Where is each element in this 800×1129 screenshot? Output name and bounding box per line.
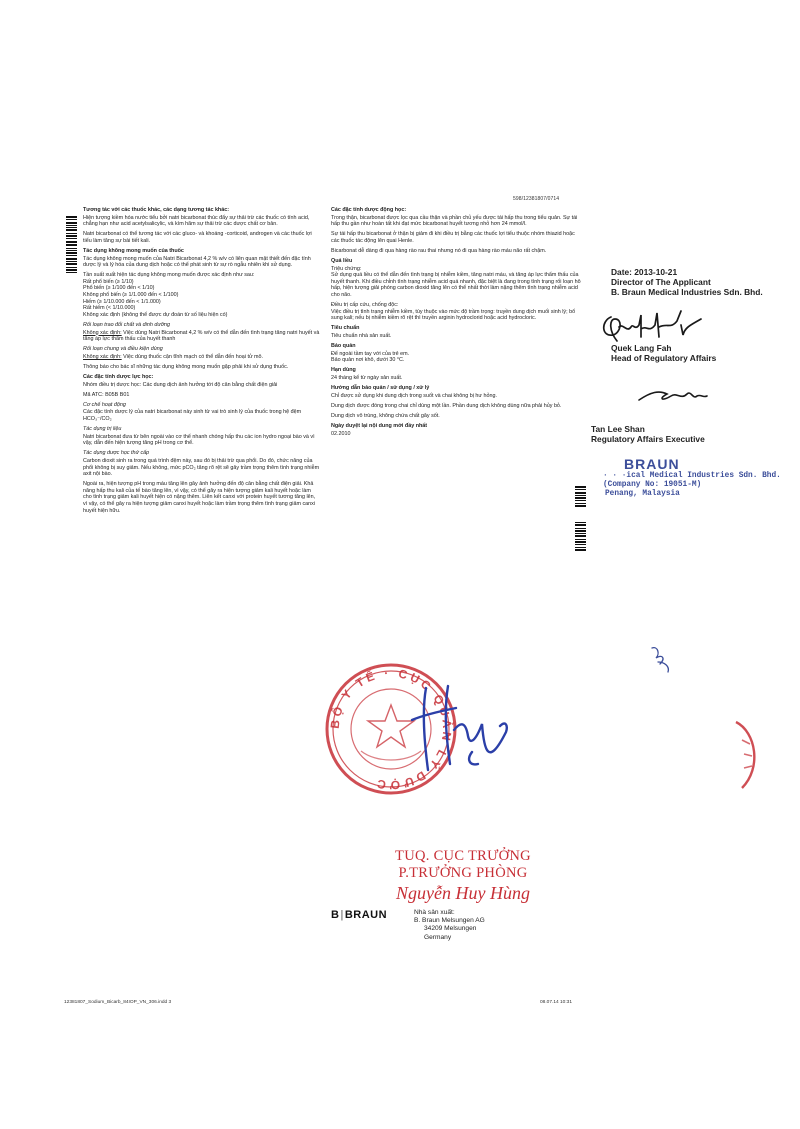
manufacturer-name: B. Braun Melsungen AG	[414, 917, 485, 925]
paragraph: Để ngoài tầm tay với của trẻ em.	[331, 350, 410, 357]
subsection-heading: Tác dụng trị liệu	[83, 426, 122, 433]
paragraph: Tần suất xuất hiện tác dụng không mong muốn được xác định như sau:	[83, 272, 255, 279]
frequency-list	[83, 279, 320, 319]
paragraph: Ngoài ra, hiện tượng pH trong máu tăng lên gây ảnh hưởng đến độ cân bằng chất điện giải. Khả năng hấp thu kali của tế bào tăng lên, vì vậy, có thể gây ra hiện tượng giảm kali huyết hoặc làm cho tình trạng giảm kali huyết hiện có nặng thêm. Liên kết canxi với protein huyết tương tăng lên, vì vậy, có thể gây ra hiện tượng giảm canxi huyết hoặc làm trầm trọng thêm tình trạng giảm canxi huyết hiện hữu.	[83, 481, 316, 514]
pharmacode-barcode-right-top	[575, 486, 586, 508]
label: Không xác định:	[83, 329, 122, 336]
signatory-name: Quek Lang Fah	[611, 343, 672, 353]
list-item: Rất phổ biến (≥ 1/10)	[83, 278, 134, 285]
paragraph: 24 tháng kể từ ngày sản xuất.	[331, 374, 403, 381]
section-heading: Ngày duyệt lại nội dung mới đầy nhất	[331, 422, 428, 429]
initials-mark	[648, 644, 676, 674]
paragraph: Dung dịch vô trùng, không chứa chất gây sốt.	[331, 412, 440, 419]
paragraph: Nhóm điều trị dược học: Các dung dịch ảnh hưởng tới độ cân bằng chất điện giải	[83, 381, 278, 388]
official-name: Nguyễn Huy Hùng	[396, 883, 530, 903]
leaflet-right-column	[331, 207, 581, 441]
official-title-1: TUQ. CỤC TRƯỞNG	[395, 848, 531, 864]
paragraph: Việc điều trị tình trạng nhiễm kiềm, tùy thuộc vào mức độ trầm trọng: truyền dung dịch muối sinh lý; bổ sung kali; nếu bị nhiễm kiềm rõ rệt thì truyền arginin hydroclorid hoặc acid hydrocloric.	[331, 308, 576, 322]
section-heading: Tương tác với các thuốc khác, các dạng tương tác khác:	[83, 207, 230, 213]
official-approval-block	[363, 848, 563, 904]
list-item: Phổ biến (≥ 1/100 đến < 1/10)	[83, 285, 155, 292]
paragraph: Các đặc tính dược lý của natri bicarbonat này sinh từ vai trò sinh lý của thuốc trong hệ đệm HCO₃⁻/CO₂	[83, 409, 302, 422]
paragraph: Tiêu chuẩn nhà sản xuất.	[331, 333, 392, 339]
pharmacode-barcode-top	[66, 216, 77, 244]
list-item: Rất hiếm (< 1/10.000)	[83, 305, 136, 312]
signatory-title: Regulatory Affairs Executive	[591, 434, 705, 444]
print-file-name: 12381807_Sodium_Bicarb_84IOP_VN_306.indd 3	[64, 1000, 172, 1005]
paragraph: Dung dịch được đóng trong chai chỉ dùng một lần. Phần dung dịch không dùng nữa phải hủy bỏ.	[331, 402, 562, 409]
list-item: Không xác định (không thể được dự đoán từ số liệu hiện có)	[83, 311, 228, 318]
approver-signature	[396, 680, 526, 780]
logo-b: B	[331, 909, 340, 921]
paragraph: Sử dụng quá liều có thể dẫn đến tình trạng bị nhiễm kiềm, tăng natri máu, và tăng áp lực thẩm thấu của huyết thanh. Khi điều chỉnh tình trạng nhiễm acid quá nhanh, đặc biệt là đang trong tình trạng rối loạn hô hấp, hiện tượng giải phóng carbon dioxid tăng lên có thể nhất thời làm nặng thêm tình trạng nhiễm acid cho não.	[331, 272, 581, 299]
paragraph: Carbon dioxit sinh ra trong quá trình đệm này, sau đó bị thải trừ qua phổi. Do đó, chức năng của phổi không bị suy giảm. Nếu không, mức pCO₂ tăng rõ rệt sẽ gây trầm trọng thêm tình trạng nhiễm axit nội bào.	[83, 457, 320, 478]
list-item: Hiếm (≥ 1/10.000 đến < 1/1.000)	[83, 298, 161, 305]
logo-braun: BRAUN	[344, 909, 388, 921]
signatory-title: Head of Regulatory Affairs	[611, 353, 717, 363]
text: Việc dùng thuốc cận tĩnh mạch có thể dẫn đến hoại tử mô.	[121, 353, 264, 360]
paragraph: 02.2010	[331, 430, 351, 437]
manufacturer-country: Germany	[424, 933, 452, 941]
list-item: Không phổ biến (≥ 1/1.000 đến < 1/100)	[83, 292, 179, 299]
section-heading: Bảo quản	[331, 343, 356, 350]
paragraph: Natri bicarbonat có thể tương tác với các gluco- và khoáng -corticoid, androgen và các thuốc lợi tiểu làm tăng sự bài tiết kali.	[83, 231, 312, 244]
paragraph: Hiện tượng kiềm hóa nước tiểu bởi natri bicarbonat thúc đẩy sự thải trừ các thuốc có tính acid, chẳng hạn như acid acetylsalicylic, và kìm hãm sự thải trừ các dược chất cơ bản.	[83, 214, 310, 228]
paragraph: Chỉ được sử dụng khi dung dịch trong suốt và chai không bị hư hỏng.	[331, 392, 497, 399]
section-heading: Quá liều	[331, 258, 353, 265]
paragraph: Trong thận, bicarbonat được lọc qua cầu thận và phần chủ yếu được tái hấp thu trong tiểu quản. Sự tái hấp thu gần như hoàn tất khi đạt mức bicarbonat huyết tương nhỏ hơn 24 mmol/l.	[331, 214, 578, 228]
approval-date: Date: 2013-10-21	[611, 267, 678, 277]
pharmacode-barcode-right-bottom	[575, 522, 586, 552]
subsection-heading: Rối loạn chung và điều kiện dùng	[83, 346, 163, 353]
handwritten-signature-2	[637, 386, 709, 410]
stamp-brand: BRAUN	[624, 456, 680, 472]
regulatory-head-block	[611, 343, 716, 363]
paragraph	[83, 330, 320, 343]
stamp-line: · · ·ical Medical Industries Sdn. Bhd.	[603, 472, 781, 480]
paragraph: Tác dụng không mong muốn của Natri Bicarbonat 4,2 % w/v có liên quan mật thiết đến đặc tính dược lý và lý hóa của dung dịch hoặc có thể phát sinh từ sự rò ngẫu nhiên khi sử dụng.	[83, 255, 311, 269]
paragraph: Natri bicarbonat đưa từ bên ngoài vào cơ thể nhanh chóng hấp thu các ion hydro ngoại bào và vì vậy, dẫn đến hiện tượng tăng pH trong cơ thể.	[83, 433, 315, 447]
print-timestamp: 08.07.14 10:31	[540, 1000, 573, 1005]
pharmacode-barcode-middle	[66, 242, 77, 275]
manufacturer-city: 34209 Melsungen	[424, 925, 477, 933]
subsection-heading: Triệu chứng:	[331, 265, 362, 272]
section-heading: Các đặc tính dược động học:	[331, 207, 407, 213]
bbraun-logo: B|BRAUN	[331, 909, 388, 921]
signatory-name: Tan Lee Shan	[591, 424, 645, 434]
applicant-company: B. Braun Medical Industries Sdn. Bhd.	[611, 287, 763, 297]
subsection-heading: Tác dụng dược học thứ cấp	[83, 450, 150, 457]
official-title-2: P.TRƯỞNG PHÒNG	[398, 865, 528, 881]
paragraph: Sự tái hấp thu bicarbonat ở thận bị giảm đi khi điều trị bằng các thuốc lợi tiểu thuộc nhóm thiazid hoặc các thuốc tác động lên quai Henle.	[331, 231, 575, 244]
applicant-role: Director of The Applicant	[611, 277, 711, 287]
stamp-line: (Company No: 19051-M)	[603, 481, 702, 489]
section-heading: Các đặc tính dược lực học:	[83, 373, 154, 380]
section-heading: Hạn dùng	[331, 367, 356, 374]
subsection-heading: Rối loạn trao đổi chất và dinh dưỡng	[83, 321, 170, 328]
company-stamp	[603, 456, 781, 499]
section-heading: Tiêu chuẩn	[331, 325, 360, 332]
subsection-heading: Cơ chế hoạt động	[83, 401, 126, 408]
paragraph: Bảo quản nơi khô, dưới 30 °C.	[331, 357, 405, 364]
regulatory-executive-block	[591, 424, 705, 444]
paragraph: Bicarbonat dễ dàng đi qua hàng rào rau thai nhưng nó đi qua hàng rào máu não rất chậm.	[331, 247, 547, 254]
section-heading: Tác dụng không mong muốn của thuốc	[83, 247, 184, 254]
seal-text: BỘ Y TẾ · CỤC QUẢN LÝ DƯỢC	[327, 665, 455, 793]
partial-seal-right	[734, 718, 764, 790]
applicant-block	[611, 267, 763, 297]
paragraph: Thông báo cho bác sĩ những tác dụng không mong muốn gặp phải khi sử dụng thuốc.	[83, 363, 289, 370]
document-code: 598/12381807/0714	[513, 196, 560, 202]
paragraph: Mã ATC: B05B B01	[83, 391, 130, 398]
section-heading: Hướng dẫn bảo quản / sử dụng / xử lý	[331, 385, 430, 392]
label: Không xác định:	[83, 353, 122, 360]
paragraph	[83, 354, 320, 361]
leaflet-left-column	[83, 207, 320, 518]
text: Việc dùng Natri Bicarbonat 4,2 % w/v có thể dẫn đến tình trạng tăng natri huyết và tăng áp lực thẩm thấu của huyết thanh	[83, 329, 320, 343]
manufacturer-label: Nhà sản xuất:	[414, 909, 455, 916]
manufacturer-block	[414, 909, 485, 942]
stamp-line: Penang, Malaysia	[605, 490, 680, 498]
subsection-heading: Điều trị cấp cứu, chống độc:	[331, 302, 399, 309]
